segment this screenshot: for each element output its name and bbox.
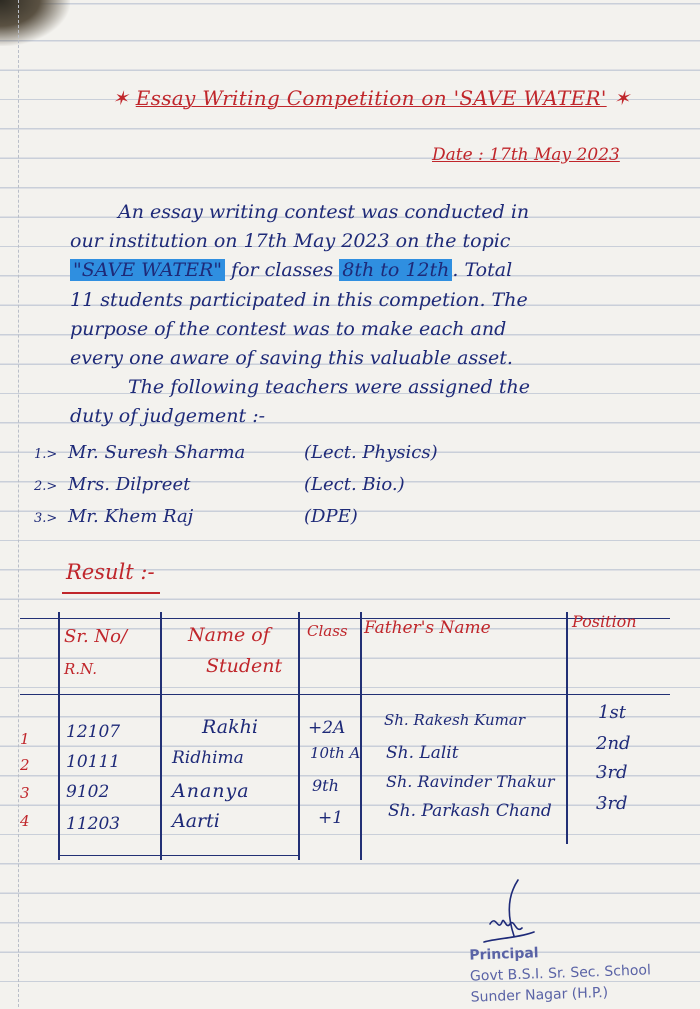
table-column-line [160,612,162,860]
cell-rn: 12107 [66,722,121,742]
cell-position: 3rd [596,762,628,783]
cell-rn: 9102 [66,782,110,802]
cell-father: Sh. Rakesh Kumar [384,711,526,729]
star-icon: ✶ [112,86,130,110]
report-date: Date : 17th May 2023 [432,145,620,165]
cell-father: Sh. Ravinder Thakur [386,772,555,791]
cell-position: 1st [598,702,626,723]
highlight-topic: "SAVE WATER" [70,259,225,281]
cell-father: Sh. Parkash Chand [388,801,552,821]
result-underline [62,592,160,594]
cell-class: +2A [308,718,346,738]
judge-role: (Lect. Bio.) [304,474,405,495]
row-index: 4 [20,812,30,830]
essay-title [112,86,630,110]
highlight-classes: 8th to 12th [339,259,452,281]
table-column-line [298,612,300,860]
paragraph-line: 11 students participated in this competion. The [70,288,528,311]
cell-position: 3rd [596,793,628,814]
judge-role: (DPE) [304,506,358,527]
header-name: Name of [188,624,270,646]
stamp-line: Principal [469,945,539,964]
header-rn: R.N. [64,660,97,678]
table-column-line [566,612,568,844]
header-class: Class [307,622,348,640]
cell-class: 9th [312,776,339,795]
judge-name: Mr. Khem Raj [68,506,194,527]
paragraph-text: for classes [225,259,340,282]
cell-name: Ananya [172,780,250,802]
header-position: Position [572,612,637,631]
judge-name: Mrs. Dilpreet [68,474,191,495]
header-student: Student [206,655,283,677]
stamp-line: Govt B.S.I. Sr. Sec. School [469,962,652,985]
judge-item [34,474,405,495]
header-srno: Sr. No/ [64,626,128,647]
paragraph-line: duty of judgement :- [70,405,266,428]
paragraph-line: every one aware of saving this valuable asset. [70,347,513,370]
result-heading: Result :- [66,560,155,584]
paragraph-line: our institution on 17th May 2023 on the topic [70,230,511,253]
judge-number: 1.> [34,447,58,462]
cell-position: 2nd [596,733,631,754]
cell-class: 10th A [310,744,361,762]
cell-rn: 11203 [66,814,121,834]
header-father: Father's Name [364,618,491,638]
judge-item [34,506,358,527]
table-column-line [360,612,362,860]
table-column-line [58,612,60,860]
paragraph-line: The following teachers were assigned the [128,376,530,399]
row-index: 1 [20,730,30,748]
cell-name: Ridhima [172,748,244,768]
star-icon: ✶ [613,86,631,110]
cell-name: Rakhi [202,716,258,738]
judge-item [34,442,438,463]
cell-father: Sh. Lalit [386,743,459,763]
title-text: Essay Writing Competition on 'SAVE WATER' [135,86,607,110]
judge-role: (Lect. Physics) [304,442,438,463]
judge-name: Mr. Suresh Sharma [68,442,246,463]
row-index: 3 [20,784,30,802]
paragraph-line: purpose of the contest was to make each and [70,317,507,340]
cell-rn: 10111 [66,752,121,772]
judge-number: 2.> [34,479,58,494]
report-paragraph [70,198,670,432]
paragraph-text: . Total [452,259,513,282]
paragraph-line: An essay writing contest was conducted in [118,201,530,223]
table-bottom-border [58,855,298,856]
school-stamp [469,938,681,1008]
table-header-border [20,694,670,695]
row-index: 2 [20,756,30,774]
cell-name: Aarti [172,810,220,832]
stamp-line: Sunder Nagar (H.P.) [470,984,609,1006]
page-margin-holes [4,0,19,1007]
principal-signature [478,878,538,948]
cell-class: +1 [318,808,344,828]
paragraph-line [70,256,670,285]
judge-number: 3.> [34,511,58,526]
